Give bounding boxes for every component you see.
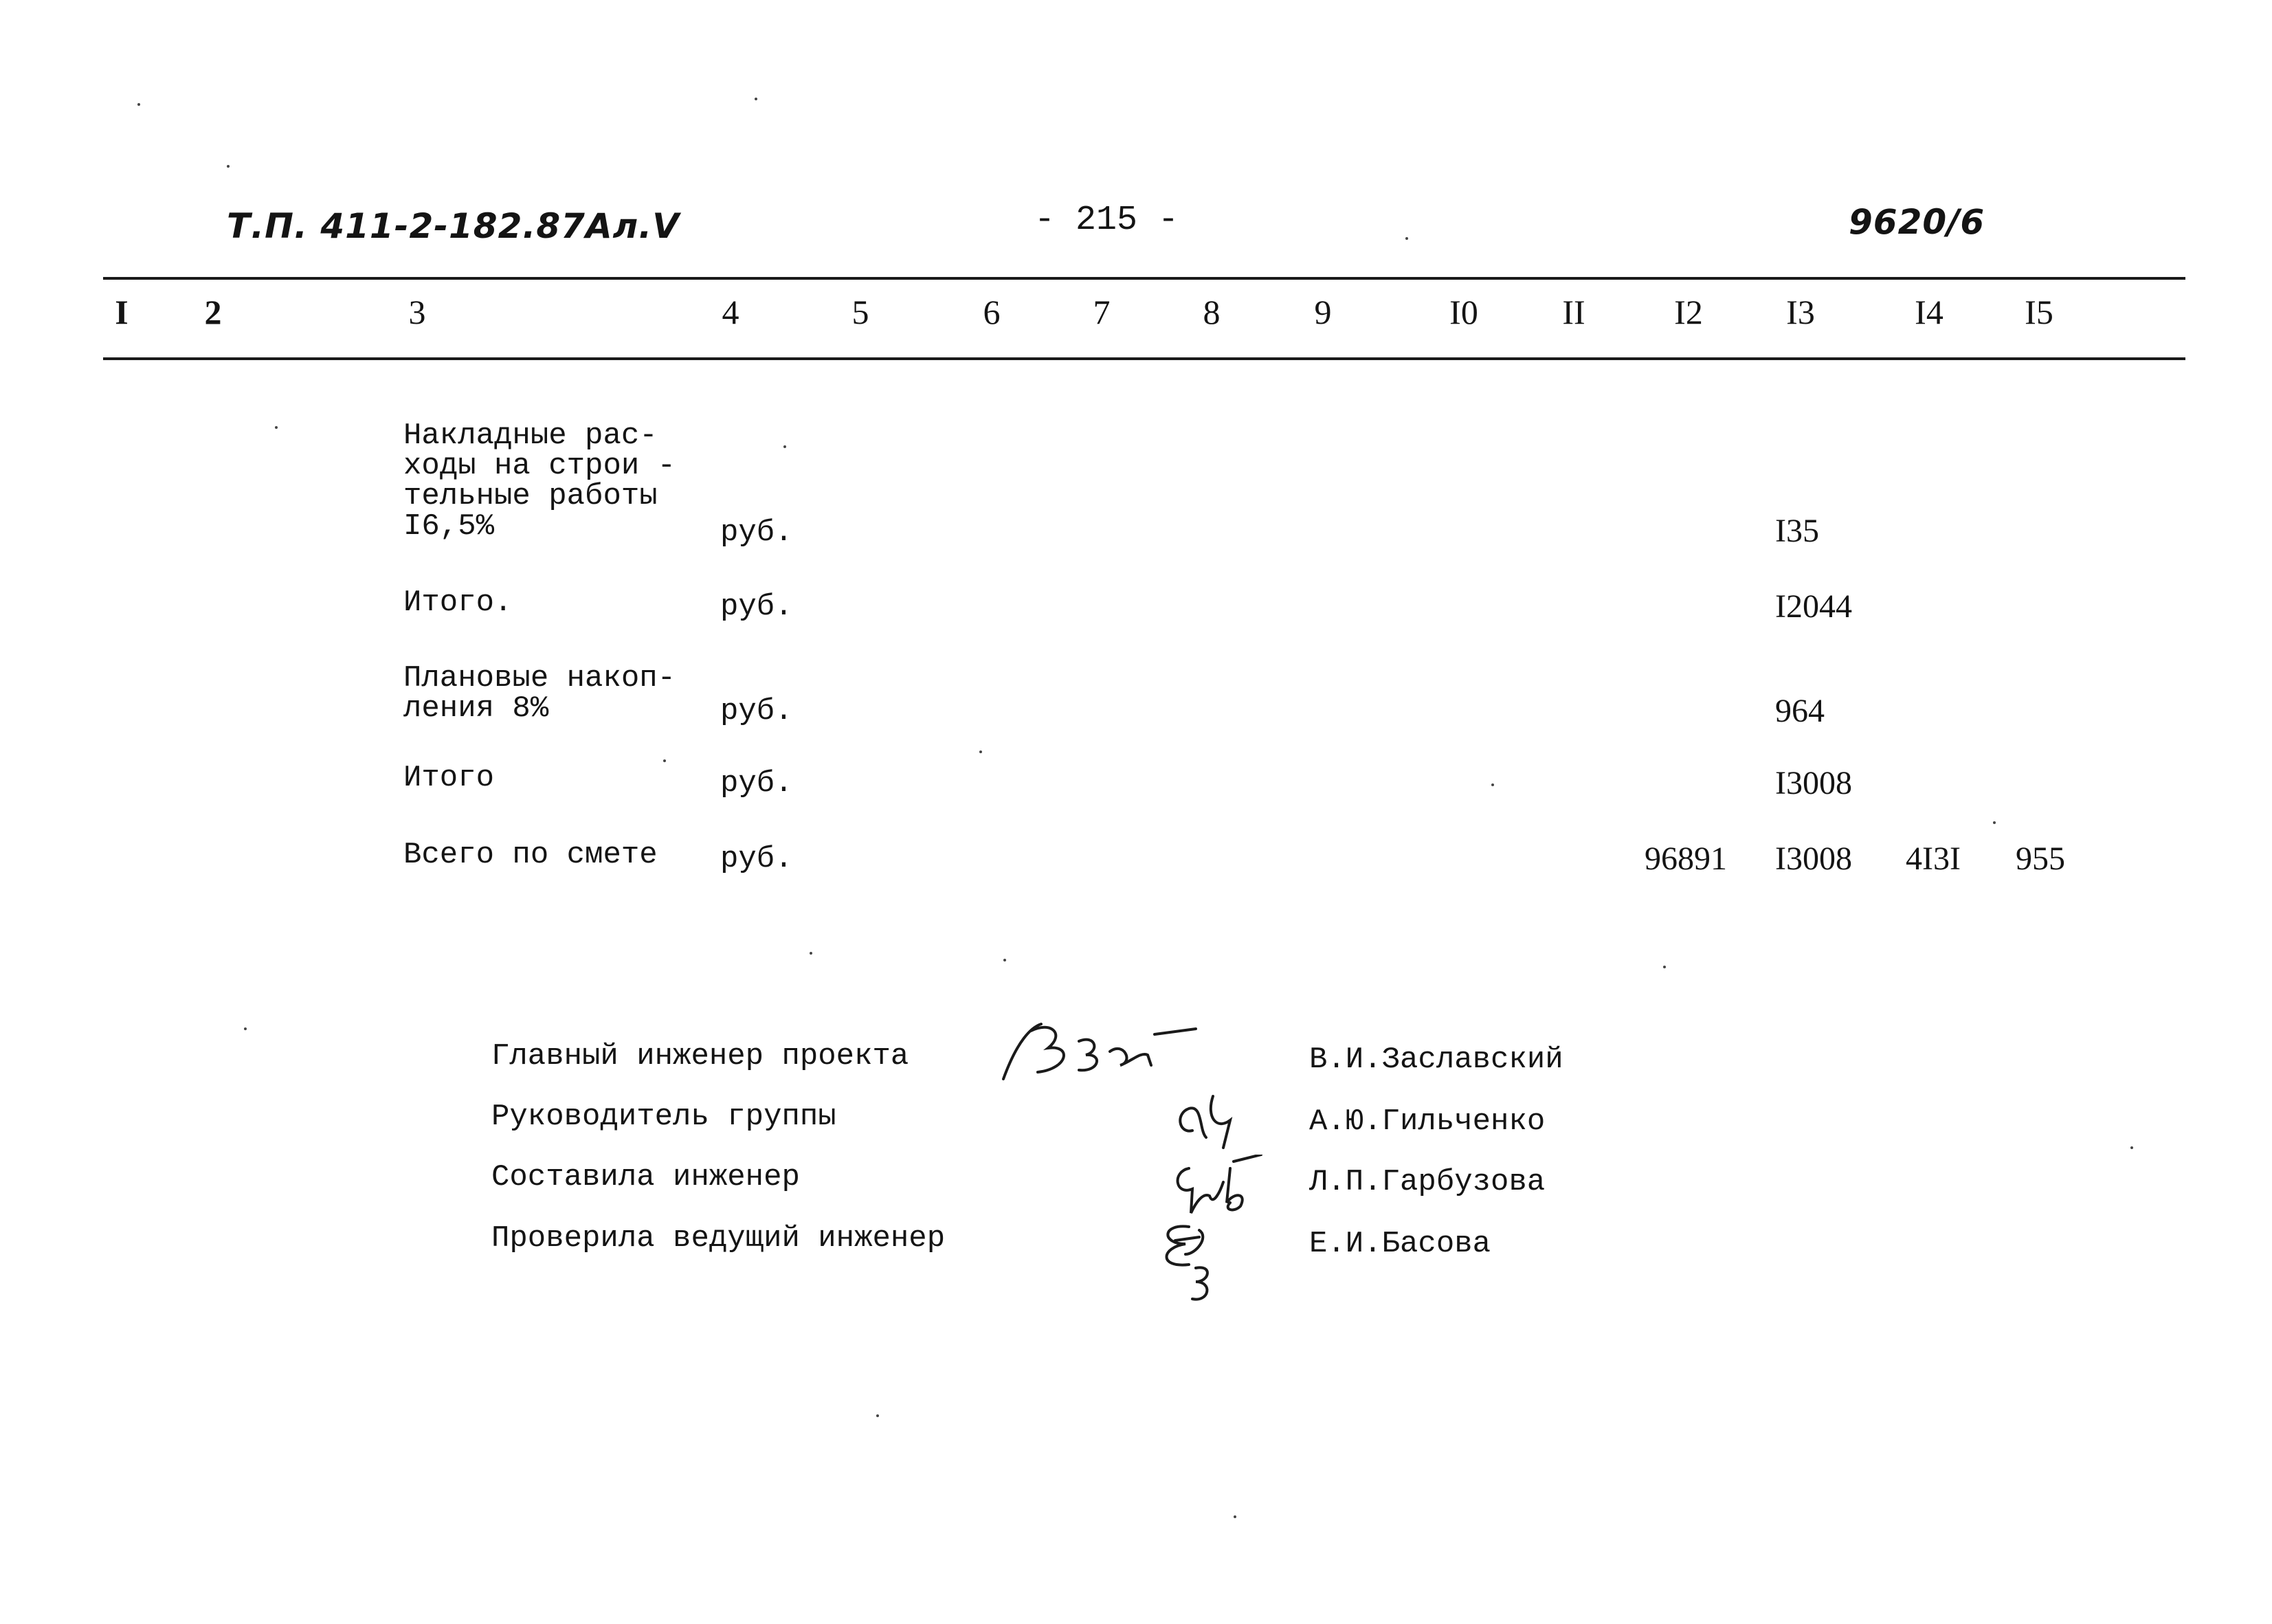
cell-col15: 955 [2016, 841, 2065, 877]
scan-speck [1993, 821, 1996, 824]
scan-speck [1405, 237, 1408, 240]
signature-role: Составила инженер [491, 1160, 800, 1194]
row-label: Плановые накоп- ления 8% [403, 661, 676, 726]
column-number: 6 [983, 293, 1001, 331]
signature-name: Л.П.Гарбузова [1309, 1165, 1546, 1199]
document-code: Т.П. 411-2-182.87Ал.V [227, 206, 680, 246]
scan-speck [1491, 783, 1494, 786]
column-number: 4 [722, 293, 739, 331]
signature-name: Е.И.Басова [1309, 1227, 1491, 1261]
cell-col13: I35 [1775, 513, 1819, 549]
column-number: I0 [1449, 293, 1478, 331]
scan-speck [876, 1414, 879, 1417]
cell-col13: I3008 [1775, 765, 1852, 801]
column-number: I5 [2025, 293, 2053, 331]
handwritten-signature-4 [1148, 1216, 1244, 1306]
column-number: II [1562, 293, 1585, 331]
scan-speck [1003, 959, 1006, 961]
row-unit: руб. [720, 694, 793, 728]
signature-name: В.И.Заславский [1309, 1043, 1563, 1077]
scan-speck [755, 98, 757, 100]
column-number: 3 [408, 293, 426, 331]
header-top-rule [103, 277, 2185, 280]
column-number: 8 [1203, 293, 1221, 331]
row-label: Итого. [403, 586, 513, 620]
column-number: I [115, 293, 129, 331]
cell-col13: 964 [1775, 693, 1825, 729]
document-number: 9620/6 [1849, 202, 1985, 242]
cell-col13: I2044 [1775, 588, 1852, 625]
page-number: - 215 - [1034, 201, 1179, 240]
column-number: I3 [1786, 293, 1815, 331]
header-bottom-rule [103, 357, 2185, 360]
signature-role: Главный инженер проекта [491, 1039, 909, 1074]
handwritten-signature-1 [990, 1014, 1210, 1089]
row-unit: руб. [720, 515, 793, 550]
column-number: 9 [1314, 293, 1332, 331]
scan-speck [275, 426, 278, 429]
column-number: 5 [851, 293, 869, 331]
column-number: I4 [1915, 293, 1944, 331]
row-label: Итого [403, 761, 495, 795]
cell-col13: I3008 [1775, 841, 1852, 877]
scan-speck [227, 165, 230, 168]
row-unit: руб. [720, 766, 793, 801]
scan-speck [1663, 966, 1666, 968]
scan-speck [2130, 1146, 2133, 1149]
signature-role: Проверила ведущий инженер [491, 1221, 946, 1256]
column-number: 2 [204, 293, 222, 331]
scan-speck [810, 952, 812, 955]
row-label: Накладные рас- ходы на строи - тельные работы I6,5% [403, 419, 676, 544]
row-unit: руб. [720, 842, 793, 876]
handwritten-signature-3 [1165, 1155, 1268, 1223]
scan-speck [1234, 1515, 1236, 1518]
signature-name: А.Ю.Гильченко [1309, 1104, 1546, 1139]
cell-col14: 4I3I [1906, 841, 1961, 877]
column-number: I2 [1674, 293, 1703, 331]
scan-speck [137, 103, 140, 106]
scan-speck [244, 1027, 247, 1030]
scan-speck [663, 759, 666, 762]
signature-role: Руководитель группы [491, 1100, 836, 1134]
row-label: Всего по смете [403, 838, 658, 872]
row-unit: руб. [720, 590, 793, 624]
cell-col12: 96891 [1645, 841, 1727, 877]
handwritten-signature-2 [1165, 1089, 1247, 1151]
scan-speck [783, 445, 786, 448]
column-number: 7 [1093, 293, 1111, 331]
scan-speck [979, 750, 982, 753]
